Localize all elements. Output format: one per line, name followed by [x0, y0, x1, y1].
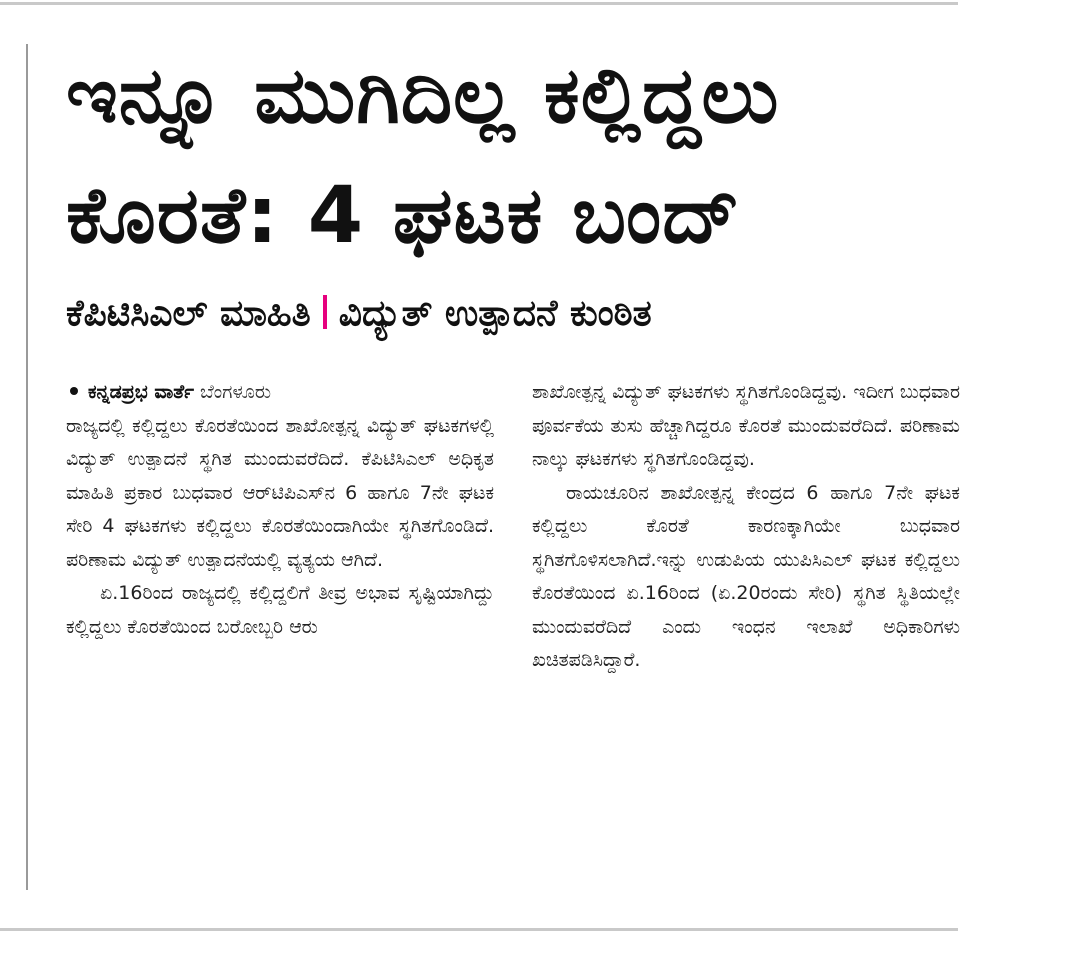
paragraph: ರಾಯಚೂರಿನ ಶಾಖೋತ್ಪನ್ನ ಕೇಂದ್ರದ 6 ಹಾಗೂ 7ನೇ ಘಟಕ ಕಲ್ಲಿದ್ದಲು ಕೊರತೆ ಕಾರಣಕ್ಕಾಗಿಯೇ ಬುಧವಾರ ಸ್ಥಗಿತಗೊಳಿಸಲಾಗಿದೆ.ಇನ್ನು ಉಡುಪಿಯ ಯುಪಿಸಿಎಲ್ ಘಟಕ ಕಲ್ಲಿದ್ದಲು ಕೊರತೆಯಿಂದ ಏ.16ರಿಂದ (ಏ.20ರಂದು ಸೇರಿ) ಸ್ಥಗಿತ ಸ್ಥಿತಿಯಲ್ಲೇ ಮುಂದುವರೆದಿದೆ ಎಂದು ಇಂಧನ ಇಲಾಖೆ ಅಧಿಕಾರಿಗಳು ಖಚಿತಪಡಿಸಿದ್ದಾರೆ. — [532, 481, 960, 671]
paragraph: ಶಾಖೋತ್ಪನ್ನ ವಿದ್ಯುತ್ ಘಟಕಗಳು ಸ್ಥಗಿತಗೊಂಡಿದ್ದವು. ಇದೀಗ ಬುಧವಾರ ಪೂರ್ವಕೆಯ ತುಸು ಹೆಚ್ಚಾಗಿದ್ದರೂ ಕೊರತೆ ಮುಂದುವರೆದಿದೆ. ಪರಿಣಾಮ ನಾಲ್ಕು ಘಟಕಗಳು ಸ್ಥಗಿತಗೊಂಡಿದ್ದವು. — [532, 381, 960, 470]
byline-place: ಬೆಂಗಳೂರು — [200, 381, 271, 403]
subhead-left: ಕೆಪಿಟಿಸಿಎಲ್ ಮಾಹಿತಿ — [66, 293, 311, 334]
headline — [66, 36, 978, 276]
column-left — [66, 376, 494, 678]
headline-line-1: ಇನ್ನೂ ಮುಗಿದಿಲ್ಲ ಕಲ್ಲಿದ್ದಲು — [66, 51, 780, 141]
subheadline — [66, 286, 960, 342]
headline-line-2: ಕೊರತೆ: 4 ಘಟಕ ಬಂದ್ — [66, 171, 741, 261]
news-article — [66, 36, 960, 671]
bottom-rule — [0, 928, 958, 931]
subhead-separator — [323, 295, 327, 329]
paragraph: ರಾಜ್ಯದಲ್ಲಿ ಕಲ್ಲಿದ್ದಲು ಕೊರತೆಯಿಂದ ಶಾಖೋತ್ಪನ್ನ ವಿದ್ಯುತ್ ಘಟಕಗಳಲ್ಲಿ ವಿದ್ಯುತ್ ಉತ್ಪಾದನೆ ಸ್ಥಗಿತ ಮುಂದುವರೆದಿದೆ. ಕೆಪಿಟಿಸಿಎಲ್ ಅಧಿಕೃತ ಮಾಹಿತಿ ಪ್ರಕಾರ ಬುಧವಾರ ಆರ್‌ಟಿಪಿಎಸ್‌ನ 6 ಹಾಗೂ 7ನೇ ಘಟಕ ಸೇರಿ 4 ಘಟಕಗಳು ಕಲ್ಲಿದ್ದಲು ಕೊರತೆಯಿಂದಾಗಿಯೇ ಸ್ಥಗಿತಗೊಂಡಿದೆ. ಪರಿಣಾಮ ವಿದ್ಯುತ್ ಉತ್ಪಾದನೆಯಲ್ಲಿ ವ್ಯತ್ಯಯ ಆಗಿದೆ. — [66, 414, 494, 571]
byline-source: ಕನ್ನಡಪ್ರಭ ವಾರ್ತೆ — [88, 381, 194, 403]
article-body — [66, 376, 960, 678]
byline — [66, 376, 494, 410]
top-rule — [0, 2, 958, 5]
paragraph: ಏ.16ರಿಂದ ರಾಜ್ಯದಲ್ಲಿ ಕಲ್ಲಿದ್ದಲಿಗೆ ತೀವ್ರ ಅಭಾವ ಸೃಷ್ಟಿಯಾಗಿದ್ದು ಕಲ್ಲಿದ್ದಲು ಕೊರತೆಯಿಂದ ಬರೋಬ್ಬರಿ ಆರು — [66, 582, 494, 638]
subhead-right: ವಿದ್ಯುತ್ ಉತ್ಪಾದನೆ ಕುಂಠಿತ — [338, 293, 652, 334]
column-right — [532, 376, 960, 678]
bullet-icon — [70, 387, 78, 395]
left-column-rule — [26, 44, 28, 890]
